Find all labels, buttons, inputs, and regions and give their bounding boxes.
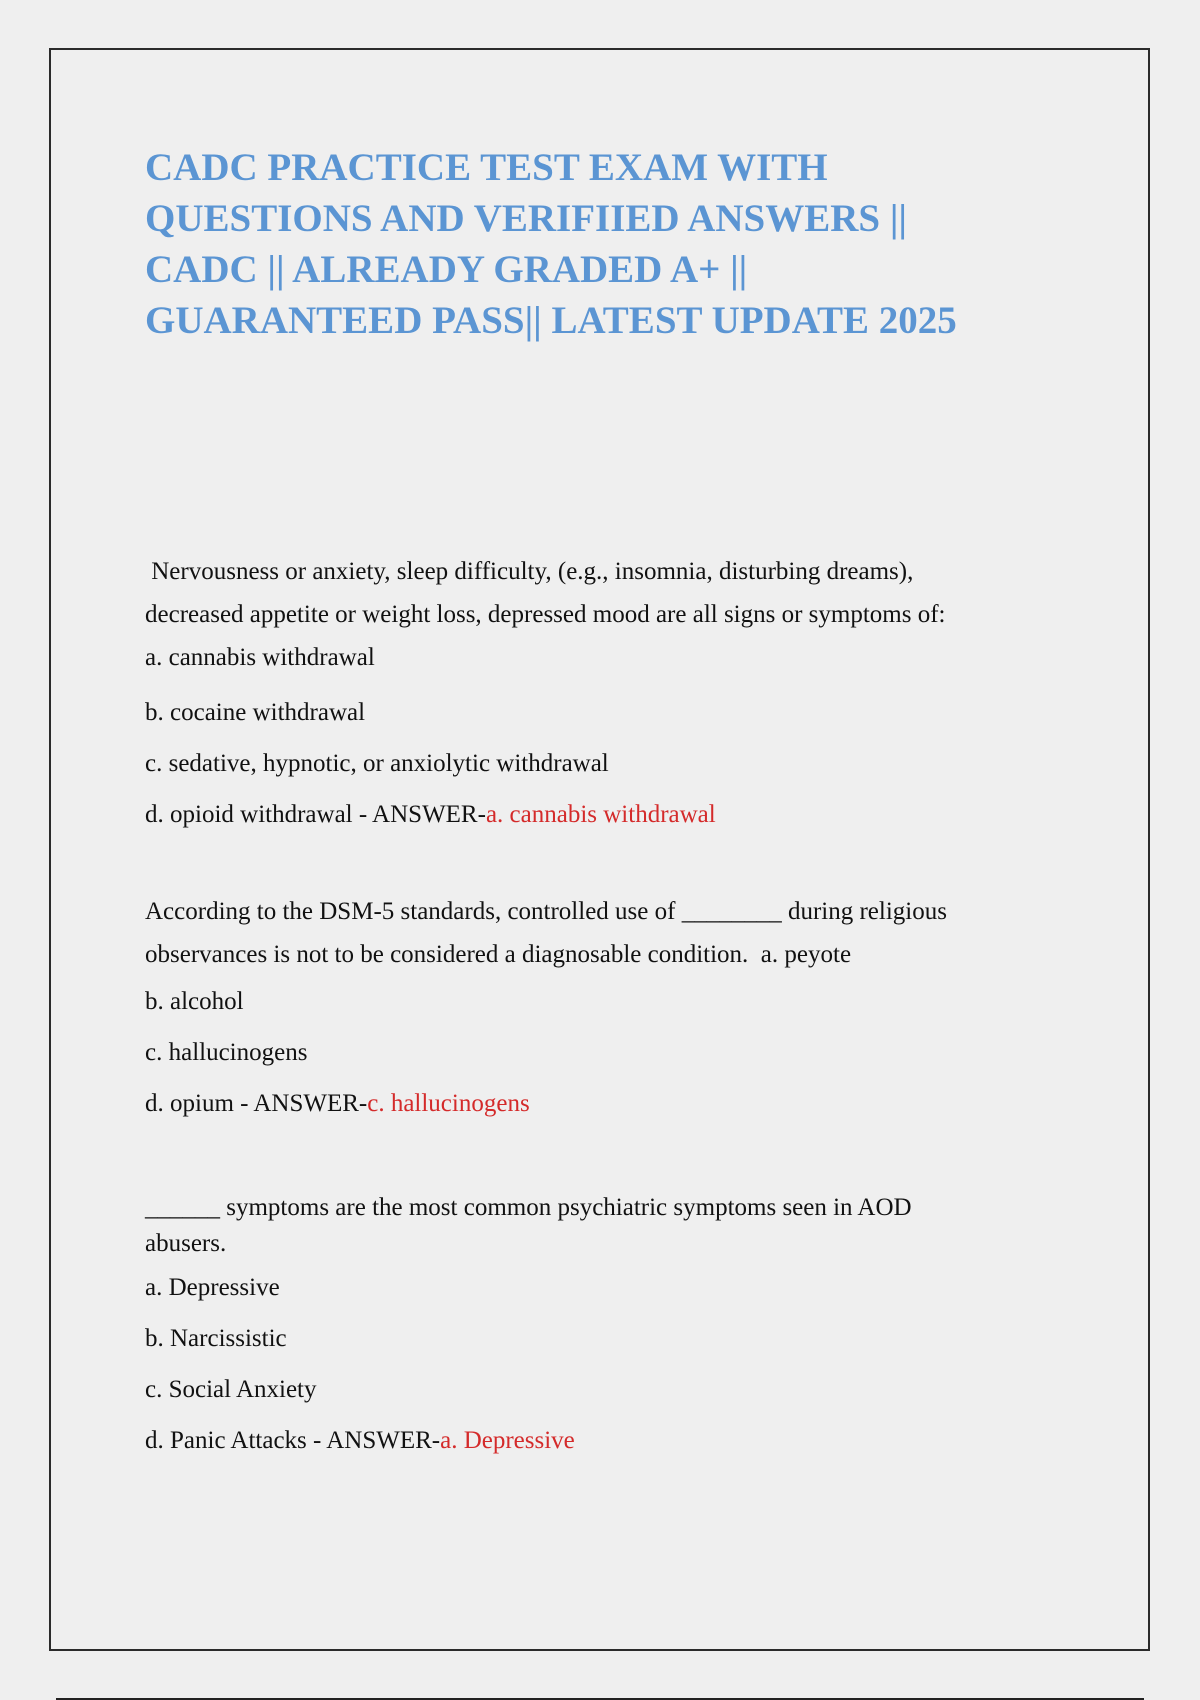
option-c: c. hallucinogens bbox=[145, 1039, 308, 1066]
option-b: b. cocaine withdrawal bbox=[145, 699, 366, 726]
option-d-with-answer bbox=[145, 1078, 1075, 1129]
option-a: a. cannabis withdrawal bbox=[145, 644, 375, 671]
title-line: CADC PRACTICE TEST EXAM WITH bbox=[145, 146, 828, 189]
title-line: QUESTIONS AND VERIFIIED ANSWERS || bbox=[145, 197, 908, 240]
title-area bbox=[145, 142, 1085, 346]
question-text bbox=[145, 1190, 1075, 1262]
option-d: d. opium - ANSWER- bbox=[145, 1090, 368, 1117]
answer-text: a. cannabis withdrawal bbox=[485, 801, 716, 828]
title-line: CADC || ALREADY GRADED A+ || bbox=[145, 248, 748, 291]
option-c: c. Social Anxiety bbox=[145, 1376, 317, 1403]
question-line: decreased appetite or weight loss, depressed mood are all signs or symptoms of: bbox=[145, 601, 946, 628]
option-b: b. Narcissistic bbox=[145, 1325, 287, 1352]
question-text bbox=[145, 550, 1075, 636]
question-1 bbox=[145, 550, 1075, 840]
option-b: b. alcohol bbox=[145, 988, 244, 1015]
option-d: d. Panic Attacks - ANSWER- bbox=[145, 1427, 441, 1454]
question-line: abusers. bbox=[145, 1230, 227, 1257]
question-text bbox=[145, 890, 1075, 976]
answer-text: c. hallucinogens bbox=[367, 1090, 530, 1117]
answer-text: a. Depressive bbox=[440, 1427, 575, 1454]
question-line: ______ symptoms are the most common psychiatric symptoms seen in AOD bbox=[145, 1194, 912, 1221]
question-2 bbox=[145, 890, 1075, 1129]
option-d: d. opioid withdrawal - ANSWER- bbox=[145, 801, 486, 828]
question-line: Nervousness or anxiety, sleep difficulty, (e.g., insomnia, disturbing dreams), bbox=[145, 558, 914, 585]
question-line: observances is not to be considered a diagnosable condition. a. peyote bbox=[145, 941, 852, 968]
option-c: c. sedative, hypnotic, or anxiolytic withdrawal bbox=[145, 750, 609, 777]
option-d-with-answer bbox=[145, 789, 1075, 840]
option-a: a. Depressive bbox=[145, 1274, 280, 1301]
question-line: According to the DSM-5 standards, controlled use of ________ during religious bbox=[145, 898, 947, 925]
document-title bbox=[145, 142, 1085, 346]
option-d-with-answer bbox=[145, 1415, 1075, 1466]
title-line: GUARANTEED PASS|| LATEST UPDATE 2025 bbox=[145, 299, 957, 342]
question-3 bbox=[145, 1190, 1075, 1466]
